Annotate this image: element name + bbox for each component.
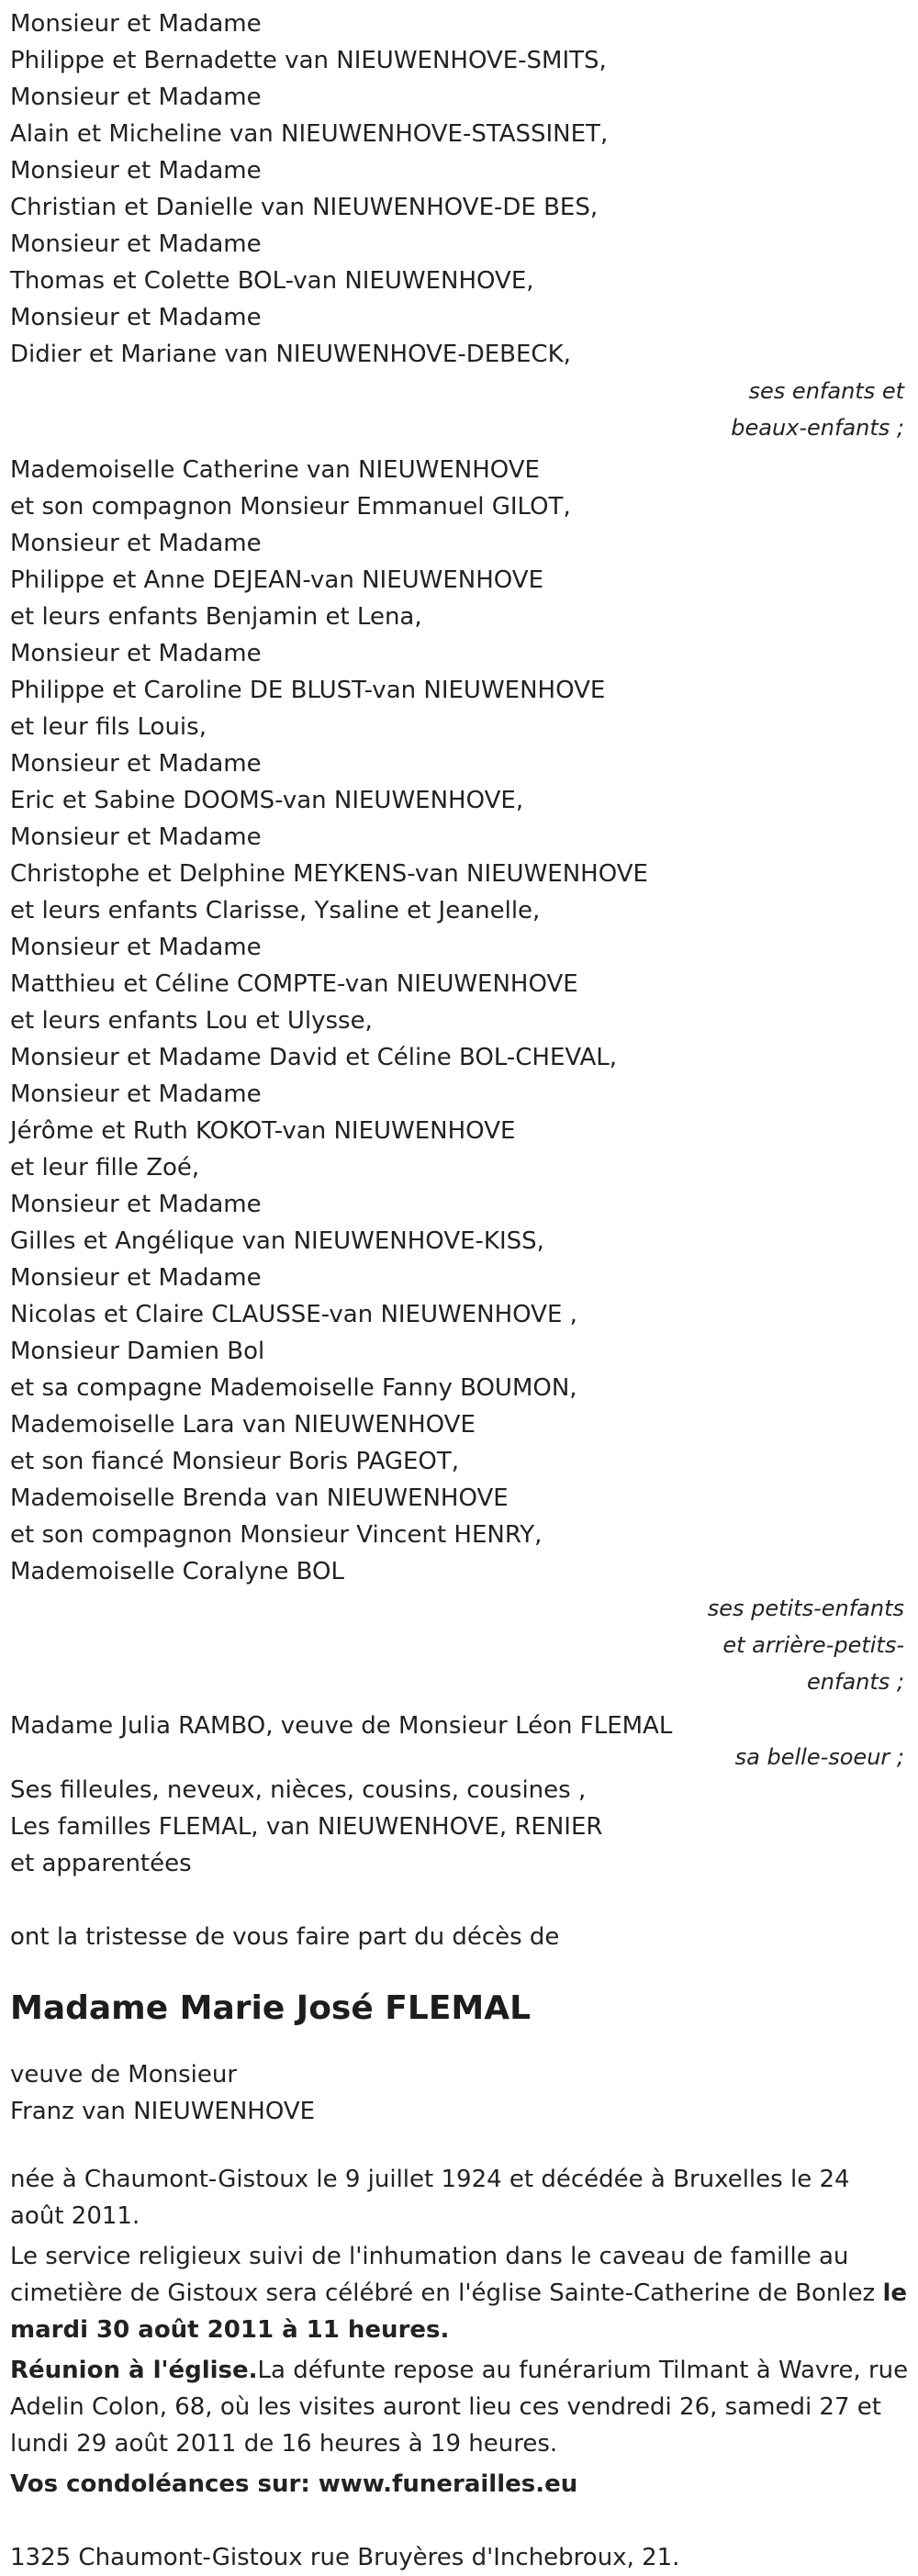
family-line: Monsieur et Madame — [10, 10, 262, 38]
family-line: Thomas et Colette BOL-van NIEUWENHOVE, — [10, 267, 534, 295]
family-line: et son fiancé Monsieur Boris PAGEOT, — [10, 1448, 460, 1475]
family-line: Monsieur et Madame — [10, 530, 262, 557]
family-line: Mademoiselle Lara van NIEUWENHOVE — [10, 1411, 476, 1439]
family-line: Monsieur et Madame — [10, 1264, 262, 1292]
family-line: Gilles et Angélique van NIEUWENHOVE-KISS, — [10, 1227, 544, 1255]
family-line: Monsieur et Madame David et Céline BOL-CHEVAL, — [10, 1044, 618, 1071]
others-section — [10, 1772, 910, 1882]
family-line: Nicolas et Claire CLAUSSE-van NIEUWENHOVE , — [10, 1301, 577, 1328]
relation-label: beaux-enfants ; — [731, 415, 904, 441]
family-line: Philippe et Anne DEJEAN-van NIEUWENHOVE — [10, 566, 544, 594]
family-line: Monsieur et Madame — [10, 304, 262, 331]
family-line: Monsieur et Madame — [10, 157, 262, 185]
family-line: et apparentées — [10, 1850, 192, 1877]
family-line: Monsieur et Madame — [10, 84, 262, 111]
relation-label: sa belle-soeur ; — [734, 1744, 904, 1770]
widow-line: veuve de Monsieur — [10, 2061, 238, 2089]
family-line: et sa compagne Mademoiselle Fanny BOUMON, — [10, 1374, 577, 1402]
family-line: Christophe et Delphine MEYKENS-van NIEUWENHOVE — [10, 860, 648, 888]
service-text: Le service religieux suivi de l'inhumation dans le caveau de famille au cimetière de Gistoux sera célébré en l'église Sainte-Catherine de Bonlez — [10, 2243, 876, 2307]
family-line: Eric et Sabine DOOMS-van NIEUWENHOVE, — [10, 787, 524, 814]
family-line: et son compagnon Monsieur Emmanuel GILOT, — [10, 493, 571, 521]
family-line: Didier et Mariane van NIEUWENHOVE-DEBECK, — [10, 341, 571, 368]
family-line: Monsieur Damien Bol — [10, 1338, 265, 1365]
service-date: le mardi 30 août 2011 à 11 heures. — [10, 2279, 908, 2344]
family-line: Monsieur et Madame — [10, 230, 262, 258]
sister-in-law-section — [10, 1708, 910, 1775]
family-line: Les familles FLEMAL, van NIEUWENHOVE, RENIER — [10, 1813, 603, 1841]
family-line: Matthieu et Céline COMPTE-van NIEUWENHOVE — [10, 970, 578, 998]
family-line: Christian et Danielle van NIEUWENHOVE-DE BES, — [10, 194, 599, 221]
family-line: Ses filleules, neveux, nièces, cousins, cousines , — [10, 1776, 587, 1804]
family-line: et son compagnon Monsieur Vincent HENRY, — [10, 1521, 543, 1549]
grandchildren-section — [10, 452, 910, 1700]
family-line: et leurs enfants Lou et Ulysse, — [10, 1007, 373, 1035]
relation-label: ses petits-enfants — [707, 1596, 904, 1621]
reunion-label: Réunion à l'église. — [10, 2357, 258, 2384]
widow-line: Franz van NIEUWENHOVE — [10, 2098, 316, 2125]
family-line: et leurs enfants Benjamin et Lena, — [10, 603, 422, 631]
relation-label: et arrière-petits- — [722, 1632, 904, 1658]
family-line: Jérôme et Ruth KOKOT-van NIEUWENHOVE — [10, 1117, 516, 1145]
family-line: Alain et Micheline van NIEUWENHOVE-STASSINET, — [10, 120, 609, 148]
announcement-text: ont la tristesse de vous faire part du décès de — [10, 1923, 560, 1951]
family-line: Monsieur et Madame — [10, 934, 262, 961]
reunion-text: La défunte repose au funérarium Tilmant à Wavre, rue Adelin Colon, 68, où les visites auront lieu ces vendredi 26, samedi 27 et lundi 29 août 2011 de 16 heures à 19 heures. — [10, 2357, 909, 2458]
family-line: et leur fille Zoé, — [10, 1154, 200, 1182]
family-line: Monsieur et Madame — [10, 1081, 262, 1108]
address-text: 1325 Chaumont-Gistoux rue Bruyères d'Inchebroux, 21. — [10, 2544, 680, 2571]
family-line: Monsieur et Madame — [10, 750, 262, 778]
children-section — [10, 6, 910, 2576]
family-line: Monsieur et Madame — [10, 1191, 262, 1218]
family-line: et leur fils Louis, — [10, 713, 207, 741]
deceased-name: Madame Marie José FLEMAL — [10, 1989, 532, 2027]
relation-label: enfants ; — [807, 1669, 904, 1695]
family-line: Philippe et Bernadette van NIEUWENHOVE-SMITS, — [10, 47, 607, 74]
family-line: Mademoiselle Catherine van NIEUWENHOVE — [10, 456, 540, 484]
family-line: Madame Julia RAMBO, veuve de Monsieur Léon FLEMAL — [10, 1712, 673, 1740]
birth-death-text: née à Chaumont-Gistoux le 9 juillet 1924 et décédée à Bruxelles le 24 août 2011. — [10, 2166, 850, 2230]
family-line: Monsieur et Madame — [10, 823, 262, 851]
family-line: et leurs enfants Clarisse, Ysaline et Jeanelle, — [10, 897, 541, 924]
family-line: Philippe et Caroline DE BLUST-van NIEUWENHOVE — [10, 677, 606, 704]
service-paragraph — [10, 2238, 910, 2348]
condolences-text: Vos condoléances sur: www.funerailles.eu — [10, 2470, 578, 2498]
family-line: Mademoiselle Coralyne BOL — [10, 1558, 344, 1585]
family-line: Monsieur et Madame — [10, 640, 262, 667]
family-line: Mademoiselle Brenda van NIEUWENHOVE — [10, 1484, 509, 1512]
relation-label: ses enfants et — [748, 378, 904, 404]
reunion-paragraph — [10, 2352, 910, 2462]
